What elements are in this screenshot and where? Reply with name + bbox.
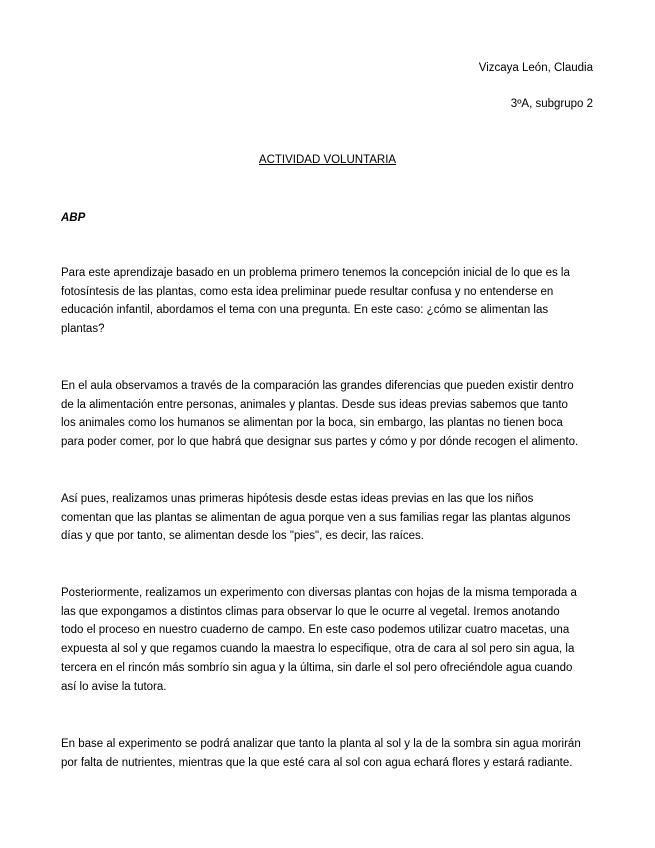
class-group: 3ºA, subgrupo 2 [510,98,593,110]
paragraph-line: Posteriormente, realizamos un experimento con diversas plantas con hojas de la misma temporada a [61,587,577,599]
paragraph-1 [61,264,596,339]
paragraph-line: En el aula observamos a través de la comparación las grandes diferencias que pueden existir dentro [61,380,574,392]
paragraph-line: En base al experimento se podrá analizar que tanto la planta al sol y la de la sombra sin agua morirán [61,738,581,750]
document-title: ACTIVIDAD VOLUNTARIA [258,154,397,166]
paragraph-line: comentan que las plantas se alimentan de agua porque ven a sus familias regar las plantas algunos [61,511,571,524]
paragraph-line: educación infantil, abordamos el tema con una pregunta. En este caso: ¿cómo se alimentan las [61,304,549,317]
paragraph-line: los animales como los humanos se alimentan por la boca, sin embargo, las plantas no tienen boca [61,417,563,430]
paragraph-line: de la alimentación entre personas, animales y plantas. Desde sus ideas previas sabemos que tanto [61,398,568,411]
paragraph-line: expuesta al sol y que regamos cuando la maestra lo especifique, otra de cara al sol pero sin agua, la [61,643,575,656]
paragraph-line: días y que por tanto, se alimentan desde los "pies", es decir, las raíces. [61,530,424,543]
paragraph-line: para poder comer, por lo que habrá que designar sus partes y cómo y por dónde recogen el alimento. [61,436,579,449]
paragraph-3 [61,490,596,546]
paragraph-line: así lo avise la tutora. [61,680,167,693]
paragraph-line: fotosíntesis de las plantas, como esta idea preliminar puede resultar confusa y no entenderse en [61,285,554,298]
paragraph-line: plantas? [61,323,105,336]
paragraph-2 [61,377,596,452]
paragraph-line: todo el proceso en nuestro cuaderno de campo. En este caso podemos utilizar cuatro macetas, una [61,624,570,637]
author-name: Vizcaya León, Claudia [478,62,593,74]
paragraph-line: Así pues, realizamos unas primeras hipótesis desde estas ideas previas en las que los niños [61,493,534,505]
paragraph-line: las que expongamos a distintos climas para observar lo que le ocurre al vegetal. Iremos anotando [61,605,560,618]
paragraph-4 [61,584,596,696]
paragraph-line: tercera en el rincón más sombrío sin agua y la última, sin darle el sol pero ofreciéndole agua cuando [61,661,573,674]
paragraph-line: Para este aprendizaje basado en un problema primero tenemos la concepción inicial de lo que es la [61,267,570,279]
section-heading: ABP [61,212,86,224]
paragraph-5 [61,735,596,772]
paragraph-line: por falta de nutrientes, mientras que la que esté cara al sol con agua echará flores y estará radiante. [61,756,573,769]
